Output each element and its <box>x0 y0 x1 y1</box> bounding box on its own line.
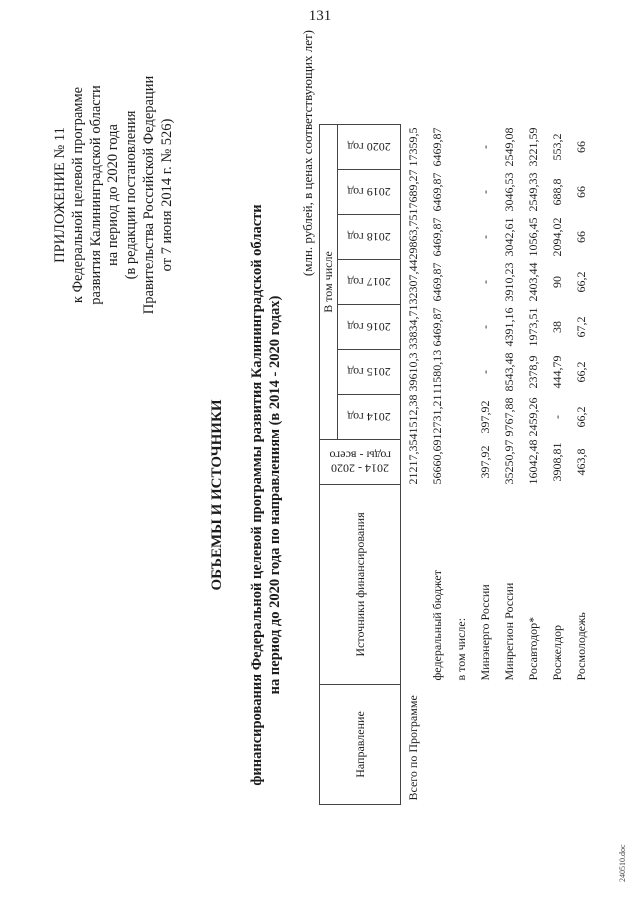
year-value-cell: - <box>477 280 492 284</box>
total-cell: 56660,69 <box>429 439 444 485</box>
year-value-cell: 3042,61 <box>501 217 516 257</box>
direction-cell: Всего по Программе <box>405 695 420 801</box>
total-cell <box>449 440 473 485</box>
document-subtitle-line: на период до 2020 года по направлениям (в 2014 - 2020 годах) <box>267 295 283 695</box>
page-number: 131 <box>308 8 332 24</box>
year-value-cell: 41512,38 <box>405 394 420 440</box>
source-cell: Минрегион России <box>501 582 516 681</box>
year-value-cell: 3221,59 <box>525 127 540 167</box>
appendix-line: Правительства Российской Федерации <box>140 75 157 315</box>
year-value-cell: 397,92 <box>477 400 492 434</box>
header-year: 2019 год <box>338 170 401 215</box>
year-value-cell: - <box>477 190 492 194</box>
year-value-cell: 12731,21 <box>429 394 444 440</box>
source-cell: Минэнерго России <box>477 584 492 681</box>
year-value-cell: 6469,87 <box>429 127 444 167</box>
year-value-cell: 1056,45 <box>525 217 540 257</box>
year-value-cell: 66,2 <box>573 271 588 293</box>
year-value-cell: 11580,13 <box>429 349 444 395</box>
year-value-cell: 66 <box>573 231 588 243</box>
year-value-cell: 2403,44 <box>525 262 540 302</box>
source-cell: Росжелдор <box>549 624 564 681</box>
direction-cell <box>569 685 593 805</box>
year-value-cell: 8543,48 <box>501 352 516 392</box>
header-direction: Направление <box>320 685 401 805</box>
year-value-cell <box>449 215 473 260</box>
total-cell: 3908,81 <box>549 442 564 482</box>
document-title: ОБЪЕМЫ И ИСТОЧНИКИ <box>209 399 225 591</box>
source-cell: в том числе: <box>453 617 468 681</box>
appendix-block <box>52 30 177 360</box>
year-value-cell: - <box>477 235 492 239</box>
header-year: 2020 год <box>338 125 401 170</box>
direction-cell <box>449 685 473 805</box>
year-value-cell: 66 <box>573 141 588 153</box>
year-value-cell: 6469,87 <box>429 217 444 257</box>
header-year: 2018 год <box>338 215 401 260</box>
source-cell: Росавтодор* <box>525 616 540 681</box>
year-value-cell: 9767,88 <box>501 397 516 437</box>
header-group: В том числе <box>320 125 338 440</box>
year-value-cell: 3910,23 <box>501 262 516 302</box>
year-value-cell: 66 <box>573 186 588 198</box>
appendix-line: от 7 июня 2014 г. № 526) <box>158 118 175 272</box>
year-value-cell: 17359,5 <box>405 127 420 167</box>
year-value-cell: 39610,3 <box>405 352 420 392</box>
year-value-cell: 66,2 <box>573 361 588 383</box>
year-value-cell <box>449 260 473 305</box>
year-value-cell: 6469,87 <box>429 262 444 302</box>
source-cell <box>401 485 426 685</box>
year-value-cell: 38 <box>549 321 564 333</box>
year-value-cell <box>449 170 473 215</box>
year-value-cell <box>449 350 473 395</box>
units-note: (млн. рублей, в ценах соответствующих лет) <box>300 30 315 277</box>
year-value-cell: - <box>477 325 492 329</box>
funding-table <box>319 124 593 805</box>
year-value-cell: - <box>477 145 492 149</box>
year-value-cell <box>449 395 473 440</box>
year-value-cell: 2378,9 <box>525 355 540 389</box>
year-value-cell: 4391,16 <box>501 307 516 347</box>
table-row <box>449 125 473 805</box>
total-cell: 21217,35 <box>405 439 420 485</box>
header-year: 2017 год <box>338 260 401 305</box>
total-cell: 16042,48 <box>525 439 540 485</box>
table-row <box>497 125 521 805</box>
source-cell: федеральный бюджет <box>429 570 444 681</box>
year-value-cell: 6469,87 <box>429 172 444 212</box>
appendix-line: (в редакции постановления <box>123 110 140 280</box>
header-total: 2014 - 2020 годы - всего <box>320 440 401 485</box>
year-value-cell: 3046,53 <box>501 172 516 212</box>
year-value-cell: 688,8 <box>549 178 564 206</box>
year-value-cell: 2094,02 <box>549 217 564 257</box>
total-cell: 463,8 <box>573 448 588 476</box>
year-value-cell: 6469,87 <box>429 307 444 347</box>
table-row <box>545 125 569 805</box>
year-value-cell: 29863,75 <box>405 214 420 260</box>
year-value-cell: 17689,27 <box>405 169 420 215</box>
year-value-cell: 33834,71 <box>405 304 420 350</box>
direction-cell <box>545 685 569 805</box>
table-body <box>401 125 594 805</box>
year-value-cell: - <box>549 415 564 419</box>
year-value-cell: 2549,33 <box>525 172 540 212</box>
total-cell: 35250,97 <box>501 439 516 485</box>
year-value-cell: 90 <box>549 276 564 288</box>
header-year: 2015 год <box>338 350 401 395</box>
year-value-cell: 67,2 <box>573 316 588 338</box>
table-row <box>521 125 545 805</box>
direction-cell <box>521 685 545 805</box>
year-value-cell: 32307,44 <box>405 259 420 305</box>
appendix-line: на период до 2020 года <box>105 124 122 266</box>
table-row <box>425 125 449 805</box>
year-value-cell: 1973,51 <box>525 307 540 347</box>
table-row <box>401 125 426 805</box>
file-footer: 240510.doc <box>618 844 627 882</box>
header-source: Источники финансирования <box>320 485 401 685</box>
year-value-cell: - <box>477 370 492 374</box>
header-year: 2016 год <box>338 305 401 350</box>
year-value-cell: 553,2 <box>549 133 564 161</box>
appendix-line: к Федеральной целевой программе <box>69 86 86 304</box>
document-subtitle-line: финансирования Федеральной целевой программы развития Калининградской области <box>249 204 265 786</box>
year-value-cell: 444,79 <box>549 355 564 389</box>
direction-cell <box>425 685 449 805</box>
document-titles <box>208 165 284 825</box>
table-row <box>569 125 593 805</box>
table-row <box>473 125 497 805</box>
year-value-cell <box>449 305 473 350</box>
year-value-cell: 2459,26 <box>525 397 540 437</box>
total-cell: 397,92 <box>477 445 492 479</box>
source-cell: Росмолодежь <box>573 612 588 681</box>
year-value-cell: 66,2 <box>573 406 588 428</box>
direction-cell <box>473 685 497 805</box>
appendix-line: развития Калининградской области <box>87 85 104 305</box>
direction-cell <box>497 685 521 805</box>
year-value-cell <box>449 125 473 170</box>
header-year: 2014 год <box>338 395 401 440</box>
appendix-line: ПРИЛОЖЕНИЕ № 11 <box>52 127 68 263</box>
year-value-cell: 2549,08 <box>501 127 516 167</box>
